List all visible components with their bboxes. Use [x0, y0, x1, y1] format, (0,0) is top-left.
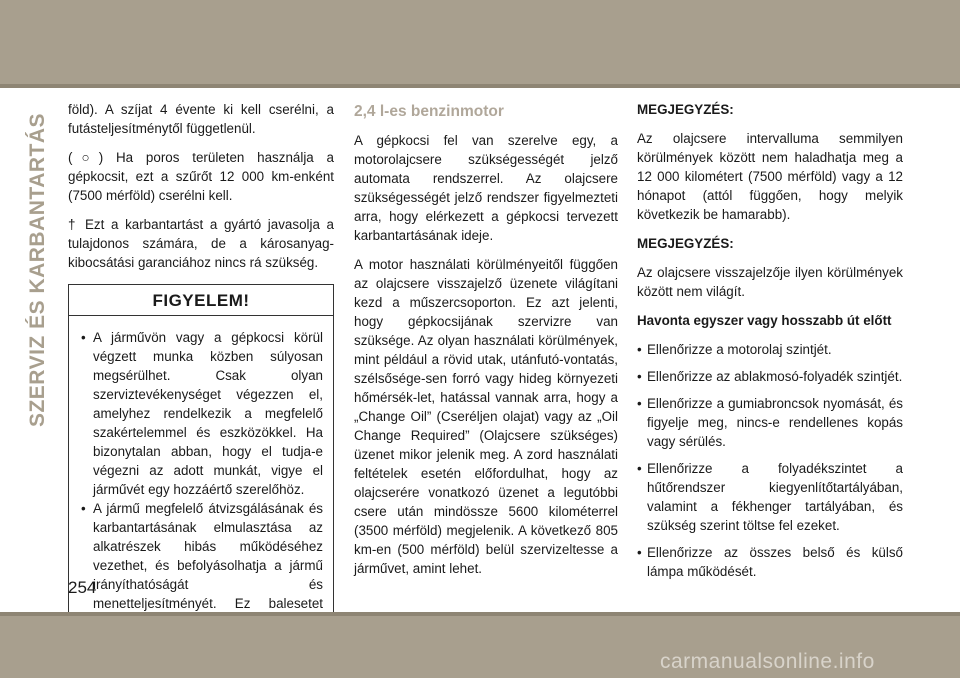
note-heading: MEGJEGYZÉS: [637, 102, 734, 117]
watermark: carmanualsonline.info [660, 650, 875, 673]
list-item: • Ellenőrizze az összes belső és külső lámpa működését. [637, 543, 903, 581]
warning-title: FIGYELEM! [69, 285, 333, 316]
paragraph: † Ezt a karbantartást a gyártó javasolja a tulajdonos számára, de a károsanyag-kibocsátási garanciához nincs rá szükség. [68, 217, 334, 270]
list-item: • Ellenőrizze az ablakmosó-folyadék szintjét. [637, 367, 903, 386]
column-left [68, 100, 334, 641]
warning-box [68, 284, 334, 641]
section-side-tab [22, 100, 54, 440]
list-item: • Ellenőrizze a motorolaj szintjét. [637, 340, 903, 359]
warning-list [79, 328, 323, 632]
warning-item: • A jármű megfelelő átvizsgálásának és karbantartásának elmulasztása az alkatrészek hibás működéséhez vezethet, és befolyásolhatja a jármű irányíthatóságát és menetteljesítményét. Ez balesetet [79, 499, 323, 632]
note-heading: MEGJEGYZÉS: [637, 236, 734, 251]
section-side-tab-label: SZERVIZ ÉS KARBANTARTÁS [26, 112, 50, 428]
paragraph: (○) Ha poros területen használja a gépkocsit, ezt a szűrőt 12 000 km-enként (7500 mérföld) cserélni kell. [68, 150, 334, 203]
note-text: Az olajcsere visszajelzője ilyen körülmények között nem világít. [637, 265, 903, 299]
monthly-check-list [637, 340, 903, 581]
header-divider [0, 84, 960, 88]
column-middle [354, 100, 618, 588]
section-title: 2,4 l-es benzinmotor [354, 103, 504, 120]
paragraph: föld). A szíjat 4 évente ki kell cserélni, a futásteljesítménytől függetlenül. [68, 102, 334, 136]
header-band [0, 0, 960, 88]
page-number: 254 [68, 578, 97, 597]
warning-item: • A járművön vagy a gépkocsi körül végzett munka közben súlyosan megsérülhet. Csak olyan szerviztevékenységet végezzen el, amelyhez rendelkezik a megfelelő szakértelemmel és eszközökkel. Ha bizonytalan abban, hogy el tudja-e végezni az adott munkát, vigye el járművét egy hozzáértő szerelőhöz. [79, 328, 323, 499]
paragraph: A gépkocsi fel van szerelve egy, a motorolajcsere szükségességét jelző automata rendszerrel. Az olajcsere szükségességét jelző rendszer figyelmezteti arra, hogy elérkezett a gépkocsi tervezett karbantartásának ideje. [354, 133, 618, 243]
note-text: Az olajcsere intervalluma semmilyen körülmények között nem haladhatja meg a 12 000 kilométert (7500 mérföld) vagy a 12 hónapot (attól függően, hogy melyik következik be hamarabb). [637, 131, 903, 222]
footer-divider [0, 612, 960, 616]
list-item: • Ellenőrizze a folyadékszintet a hűtőrendszer kiegyenlítőtartályában, valamint a fékhenger tartályában, és szükség szerint töltse fel ezeket. [637, 459, 903, 535]
warning-body [69, 316, 333, 640]
monthly-check-heading: Havonta egyszer vagy hosszabb út előtt [637, 313, 892, 328]
column-right [637, 100, 903, 589]
paragraph: A motor használati körülményeitől függően az olajcsere visszajelző üzenete világítani kezd a műszercsoporton. Ez azt jelenti, hogy gépkocsijának szervizre van szüksége. Az olyan használati körülmények, mint például a rövid utak, utánfutó-vontatás, szélsősége-sen forró vagy hideg környezeti hőmérsék-let, hatással vannak arra, hogy a „Change Oil” (Cseréljen olajat) vagy az „Oil Change Required” (Olajcsere szükséges) üzenet mikor jelenik meg. A zord használati feltételek esetén előfordulhat, hogy az olajcserére vonatkozó üzenet a legutóbbi csere után mindössze 5600 kilométerrel (3500 mérföld) megjelenik. A következő 805 km-en (500 mérföld) belül szervizeltesse a járművet, amint lehet. [354, 257, 618, 576]
list-item: • Ellenőrizze a gumiabroncsok nyomását, és figyelje meg, nincs-e rendellenes kopás vagy sérülés. [637, 394, 903, 451]
